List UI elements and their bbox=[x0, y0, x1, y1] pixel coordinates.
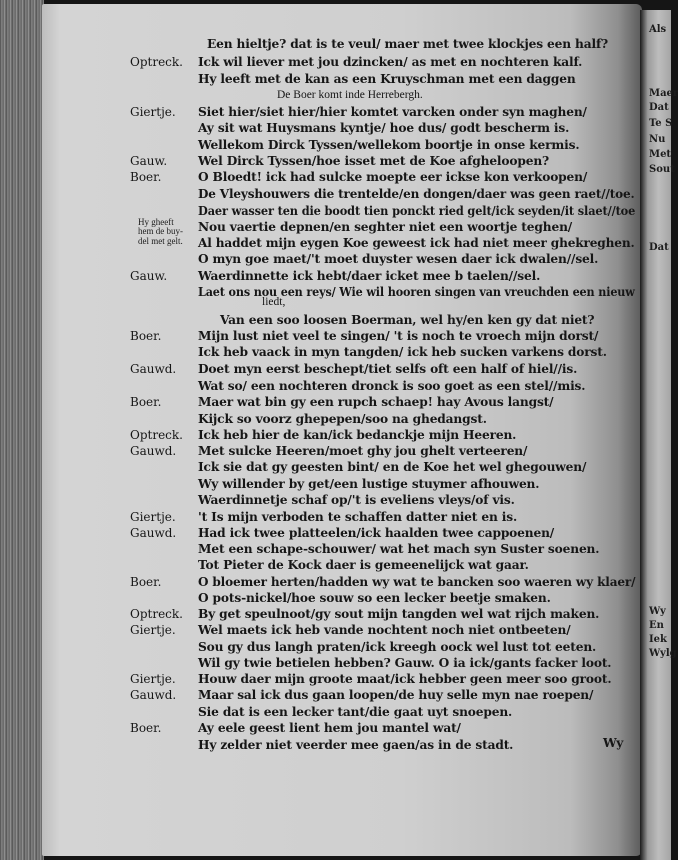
speaker-label: Boer. bbox=[130, 395, 162, 409]
verse-line: Wy willender by get/een lustige stuymer afhouwen. bbox=[198, 477, 540, 491]
facing-page-fragment: Te S bbox=[649, 118, 673, 129]
speaker-label: Gauwd. bbox=[130, 362, 177, 376]
verse-line: Wel maets ick heb vande nochtent noch niet ontbeeten/ bbox=[198, 623, 571, 637]
verse-line: Sie dat is een lecker tant/die gaat uyt snoepen. bbox=[198, 705, 513, 719]
verse-line: Hy zelder niet veerder mee gaen/as in de stadt. bbox=[198, 738, 514, 752]
verse-line: Maer wat bin gy een rupch schaep! hay Avous langst/ bbox=[198, 395, 554, 409]
verse-line: Hy leeft met de kan as een Kruyschman met een daggen bbox=[198, 72, 576, 86]
verse-line: Ick wil liever met jou dzincken/ as met en nochteren kalf. bbox=[198, 55, 583, 69]
verse-line: Een hieltje? dat is te veul/ maer met twee klockjes een half? bbox=[207, 37, 609, 51]
verse-line: Ay eele geest lient hem jou mantel wat/ bbox=[198, 721, 461, 735]
speaker-label: Giertje. bbox=[130, 105, 176, 119]
facing-page-fragment: Dat bbox=[649, 242, 669, 253]
verse-line: De Vleyshouwers die trentelde/en dongen/daer was geen raet//toe. bbox=[198, 187, 635, 201]
verse-line: Tot Pieter de Kock daer is gemeenelijck wat gaar. bbox=[198, 558, 529, 572]
verse-line: O pots-nickel/hoe souw so een lecker beetje smaken. bbox=[198, 591, 551, 605]
verse-line: Met een schape-schouwer/ wat het mach syn Suster soenen. bbox=[198, 542, 600, 556]
speaker-label: Gauw. bbox=[130, 269, 168, 283]
verse-line: liedt, bbox=[262, 296, 286, 308]
verse-line: Had ick twee platteelen/ick haalden twee cappoenen/ bbox=[198, 526, 555, 540]
speaker-label: Giertje. bbox=[130, 510, 176, 524]
verse-line: Van een soo loosen Boerman, wel hy/en ken gy dat niet? bbox=[220, 313, 595, 327]
speaker-label: Optreck. bbox=[130, 607, 183, 621]
speaker-label: Boer. bbox=[130, 329, 162, 343]
verse-line: Daer wasser ten die boodt tien ponckt ried gelt/ick seyden/it slaet//toe bbox=[198, 204, 636, 218]
verse-line: Waerdinnette ick hebt/daer icket mee b taelen//sel. bbox=[198, 269, 541, 283]
verse-line: De Boer komt inde Herrebergh. bbox=[277, 89, 423, 101]
facing-page-fragment: Wylg bbox=[649, 648, 677, 659]
speaker-label: Giertje. bbox=[130, 623, 176, 637]
verse-line: Nou vaertie depnen/en seghter niet een woortje teghen/ bbox=[198, 220, 573, 234]
verse-line: Kijck so voorz ghepepen/soo na ghedangst. bbox=[198, 412, 487, 426]
verse-line: Wat so/ een nochteren dronck is soo goet as een stel//mis. bbox=[198, 379, 586, 393]
speaker-label: Optreck. bbox=[130, 55, 183, 69]
verse-line: Mijn lust niet veel te singen/ 't is noch te vroech mijn dorst/ bbox=[198, 329, 599, 343]
facing-page-fragment: Dat bbox=[649, 102, 669, 113]
verse-line: Ick heb vaack in myn tangden/ ick heb sucken varkens dorst. bbox=[198, 345, 607, 359]
marginal-note-line: Hy gheeft bbox=[138, 217, 174, 227]
facing-page-fragment: Wy bbox=[649, 606, 666, 617]
verse-line: Siet hier/siet hier/hier komtet varcken onder syn maghen/ bbox=[198, 105, 587, 119]
verse-line: 't Is mijn verboden te schaffen datter niet en is. bbox=[198, 510, 518, 524]
facing-page-fragment: Maer bbox=[649, 88, 678, 99]
speaker-label: Boer. bbox=[130, 170, 162, 184]
book-page-edges bbox=[0, 0, 44, 860]
verse-line: Al haddet mijn eygen Koe geweest ick had niet meer ghekreghen. bbox=[198, 236, 635, 250]
marginal-note-line: del met gelt. bbox=[138, 235, 183, 246]
facing-page-fragment: Nu bbox=[649, 134, 666, 145]
verse-line: Waerdinnetje schaf op/'t is eveliens vleys/of vis. bbox=[198, 493, 515, 507]
marginal-stage-note bbox=[138, 218, 183, 246]
verse-line: Sou gy dus langh praten/ick kreegh oock wel lust tot eeten. bbox=[198, 640, 597, 654]
speaker-label: Boer. bbox=[130, 721, 162, 735]
page bbox=[42, 4, 642, 856]
speaker-label: Gauwd. bbox=[130, 444, 177, 458]
speaker-label: Optreck. bbox=[130, 428, 183, 442]
verse-line: Laet ons nou een reys/ Wie wil hooren singen van vreuchden een nieuw bbox=[198, 285, 635, 299]
verse-line: Maar sal ick dus gaan loopen/de huy selle myn nae roepen/ bbox=[198, 688, 594, 702]
verse-line: By get speulnoot/gy sout mijn tangden wel wat rijch maken. bbox=[198, 607, 600, 621]
speaker-label: Gauwd. bbox=[130, 526, 177, 540]
marginal-note-line: hem de buy- bbox=[138, 226, 183, 237]
facing-page-fragment: Sout bbox=[649, 164, 675, 175]
verse-line: O bloemer herten/hadden wy wat te bancken soo waeren wy klaer/ bbox=[198, 575, 636, 589]
verse-line: Houw daer mijn groote maat/ick hebber geen meer soo groot. bbox=[198, 672, 612, 686]
verse-line: O myn goe maet/'t moet duyster wesen daer ick dwalen//sel. bbox=[198, 252, 599, 266]
verse-line: Ick heb hier de kan/ick bedanckje mijn Heeren. bbox=[198, 428, 517, 442]
facing-page-fragment: Iek bbox=[649, 634, 667, 645]
speaker-label: Giertje. bbox=[130, 672, 176, 686]
verse-line: Ay sit wat Huysmans kyntje/ hoe dus/ godt bescherm is. bbox=[198, 121, 570, 135]
facing-page-fragment: Als bbox=[649, 24, 667, 35]
verse-line: O Bloedt! ick had sulcke moepte eer ickse kon verkoopen/ bbox=[198, 170, 588, 184]
catchword: Wy bbox=[603, 736, 624, 750]
verse-line: Met sulcke Heeren/moet ghy jou ghelt verteeren/ bbox=[198, 444, 528, 458]
facing-page-fragment: En bbox=[649, 620, 664, 631]
verse-line: Doet myn eerst beschept/tiet selfs oft een half of hiel//is. bbox=[198, 362, 578, 376]
verse-line: Wel Dirck Tyssen/hoe isset met de Koe afgheloopen? bbox=[198, 154, 550, 168]
facing-page-fragment: Met bbox=[649, 149, 672, 160]
verse-line: Wil gy twie betielen hebben? Gauw. O ia ick/gants facker loot. bbox=[198, 656, 612, 670]
verse-line: Wellekom Dirck Tyssen/wellekom boortje in onse kermis. bbox=[198, 138, 580, 152]
speaker-label: Gauw. bbox=[130, 154, 168, 168]
speaker-label: Boer. bbox=[130, 575, 162, 589]
speaker-label: Gauwd. bbox=[130, 688, 177, 702]
verse-line: Ick sie dat gy geesten bint/ en de Koe het wel ghegouwen/ bbox=[198, 460, 587, 474]
